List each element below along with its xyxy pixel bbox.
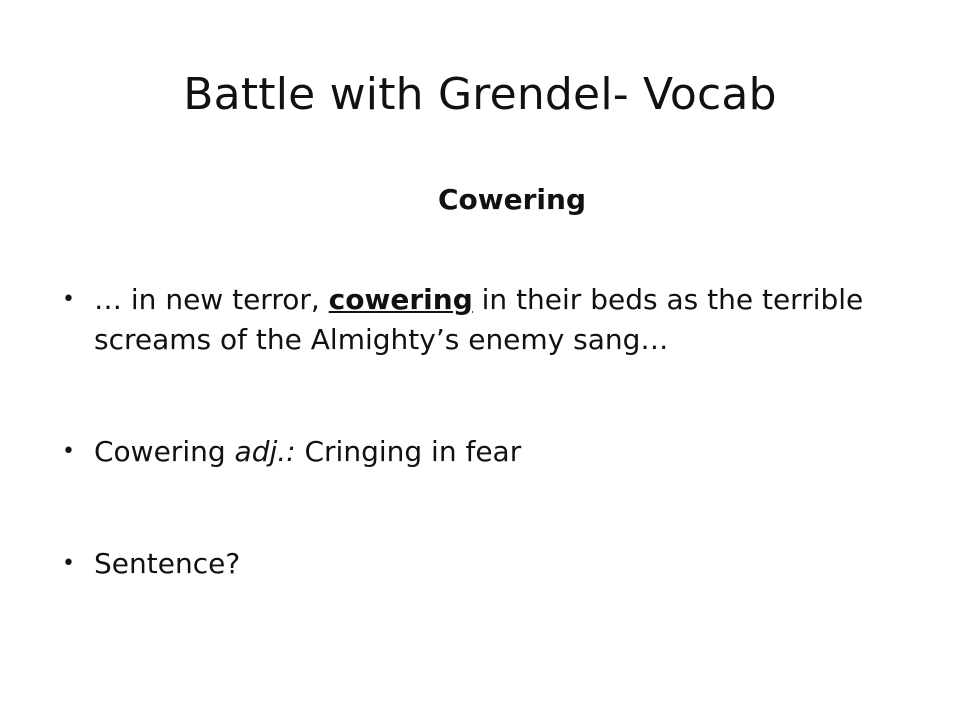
list-item-sentence: [62, 544, 922, 584]
definition-text: Cringing in fear: [295, 435, 522, 468]
sentence-prompt: Sentence?: [94, 547, 241, 580]
quote-prefix: … in new terror,: [94, 283, 329, 316]
slide-content: [62, 170, 922, 656]
bullet-icon: •: [62, 551, 75, 576]
bullet-list: [62, 280, 922, 584]
definition-term: Cowering: [94, 435, 235, 468]
bullet-icon: •: [62, 439, 75, 464]
quote-highlight-word: cowering: [328, 283, 473, 316]
part-of-speech: adj.:: [234, 435, 296, 468]
list-item-quote: [62, 280, 922, 360]
bullet-icon: •: [62, 287, 75, 312]
vocab-word-heading: Cowering: [437, 183, 587, 216]
list-item-definition: [62, 432, 922, 472]
slide-title: Battle with Grendel- Vocab: [183, 69, 777, 120]
quote-suffix: in their beds as the terrible screams of the Almighty’s enemy sang…: [94, 283, 864, 356]
